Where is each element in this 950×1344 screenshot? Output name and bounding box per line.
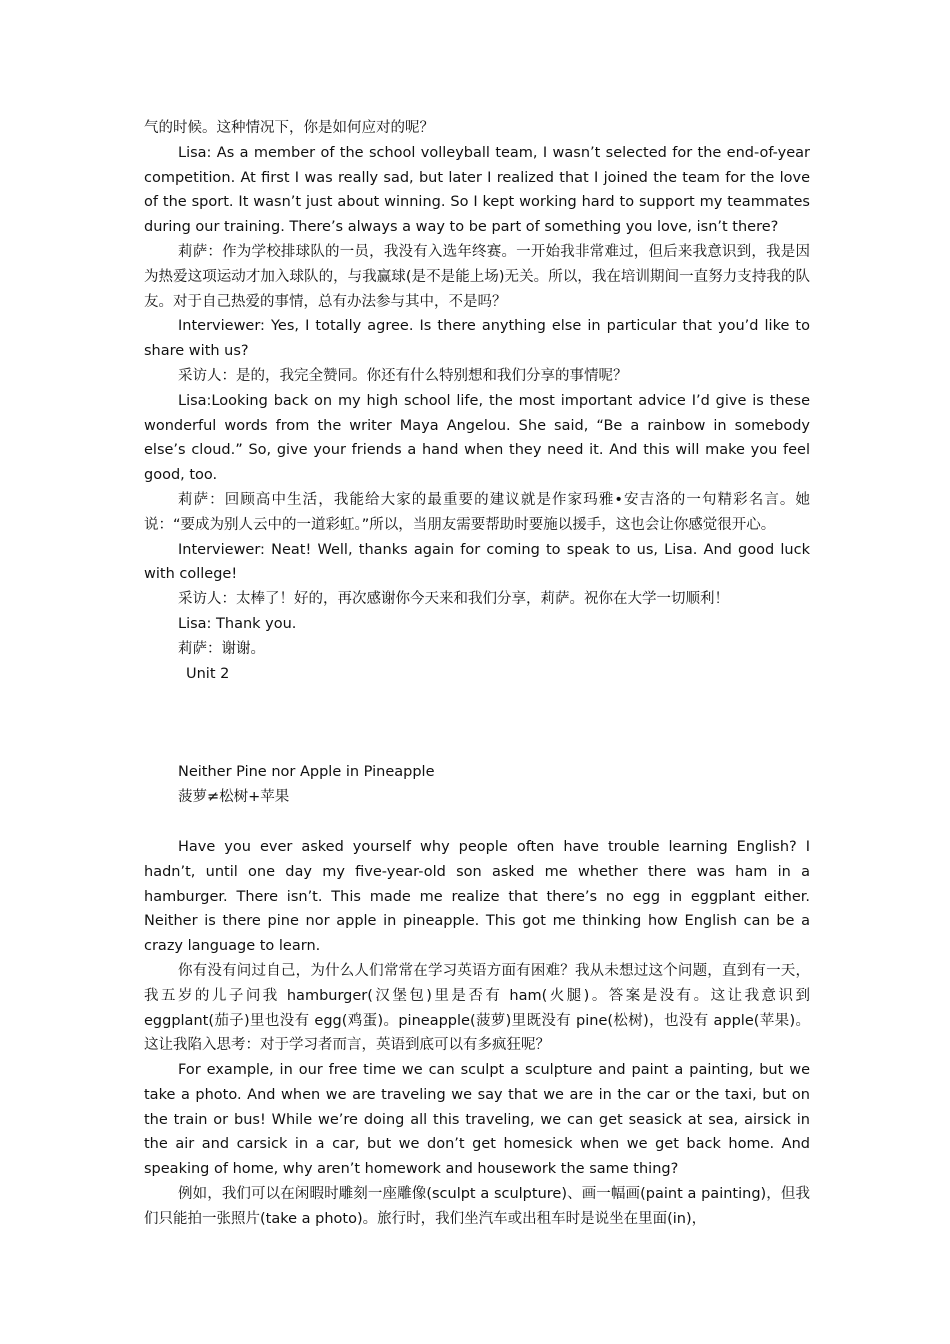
document-body — [144, 116, 810, 1232]
body-paragraph-en-2: For example, in our free time we can sculpt a sculpture and paint a painting, but we take a photo. And when we are traveling we say that we are in the car or the taxi, but on the train or bus! While we’re doing all this traveling, we can get seasick at sea, airsick in the air and carsick in a car, but we don’t get homesick when we get back home. And speaking of home, why aren’t homework and housework the same thing? — [144, 1062, 810, 1178]
article-title-en: Neither Pine nor Apple in Pineapple — [178, 764, 435, 781]
unit-label: Unit 2 — [186, 665, 230, 682]
paragraph-interviewer-question-zh: 采访人：是的，我完全赞同。你还有什么特别想和我们分享的事情呢？ — [178, 367, 628, 384]
body-paragraph-en-1: Have you ever asked yourself why people often have trouble learning English? I hadn’t, until one day my five-year-old son asked me whether there was ham in a hamburger. There isn’t. This made me realize that there’s no egg in eggplant either. Neither is there pine nor apple in pineapple. This got me thinking how English can be a crazy language to learn. — [144, 838, 810, 955]
paragraph-interviewer-question-en: Interviewer: Yes, I totally agree. Is there anything else in particular that you’d like to share with us? — [144, 318, 810, 360]
section-gap — [144, 686, 810, 760]
paragraph-lisa-volleyball-en: Lisa: As a member of the school volleyball team, I wasn’t selected for the end-of-year competition. At first I was really sad, but later I realized that I joined the team for the love of the sport. It wasn’t just about winning. So I kept working hard to support my teammates during our training. There’s always a way to be part of something you love, isn’t there? — [144, 144, 810, 236]
body-paragraph-zh-1: 你有没有问过自己，为什么人们常常在学习英语方面有困难？我从未想过这个问题，直到有一天，我五岁的儿子问我 hamburger(汉堡包)里是否有 ham(火腿)。答案是没有。这让我意识到 eggplant(茄子)里也没有 egg(鸡蛋)。pineapple(菠萝)里既没有 pine(松树)，也没有 apple(苹果)。这让我陷入思考：对于学习者而言，英语到底可以有多疯狂呢？ — [144, 962, 810, 1054]
paragraph-continuation: 气的时候。这种情况下，你是如何应对的呢？ — [144, 120, 434, 136]
paragraph-interviewer-thanks-en: Interviewer: Neat! Well, thanks again for coming to speak to us, Lisa. And good luck with college! — [144, 541, 810, 583]
title-gap — [144, 810, 810, 835]
paragraph-lisa-thankyou-en: Lisa: Thank you. — [178, 615, 297, 632]
paragraph-lisa-advice-en: Lisa:Looking back on my high school life, the most important advice I’d give is these wonderful words from the writer Maya Angelou. She said, “Be a rainbow in somebody else’s cloud.” So, give your friends a hand when they need it. And this will make you feel good, too. — [144, 392, 810, 484]
article-title-zh: 菠萝≠松树+苹果 — [178, 789, 290, 806]
paragraph-lisa-thankyou-zh: 莉萨：谢谢。 — [178, 640, 265, 657]
body-paragraph-zh-2: 例如，我们可以在闲暇时雕刻一座雕像(sculpt a sculpture)、画一幅画(paint a painting)，但我们只能拍一张照片(take a photo)。旅行时，我们坐汽车或出租车时是说坐在里面(in)， — [144, 1186, 810, 1227]
paragraph-lisa-advice-zh: 莉萨：回顾高中生活，我能给大家的最重要的建议就是作家玛雅•安吉洛的一句精彩名言。她说：“要成为别人云中的一道彩虹。”所以，当朋友需要帮助时要施以援手，这也会让你感觉很开心。 — [144, 491, 810, 533]
paragraph-interviewer-thanks-zh: 采访人：太棒了！好的，再次感谢你今天来和我们分享，莉萨。祝你在大学一切顺利！ — [178, 591, 729, 608]
paragraph-lisa-volleyball-zh: 莉萨：作为学校排球队的一员，我没有入选年终赛。一开始我非常难过，但后来我意识到，我是因为热爱这项运动才加入球队的，与我赢球(是不是能上场)无关。所以，我在培训期间一直努力支持我的队友。对于自己热爱的事情，总有办法参与其中，不是吗？ — [144, 243, 810, 310]
